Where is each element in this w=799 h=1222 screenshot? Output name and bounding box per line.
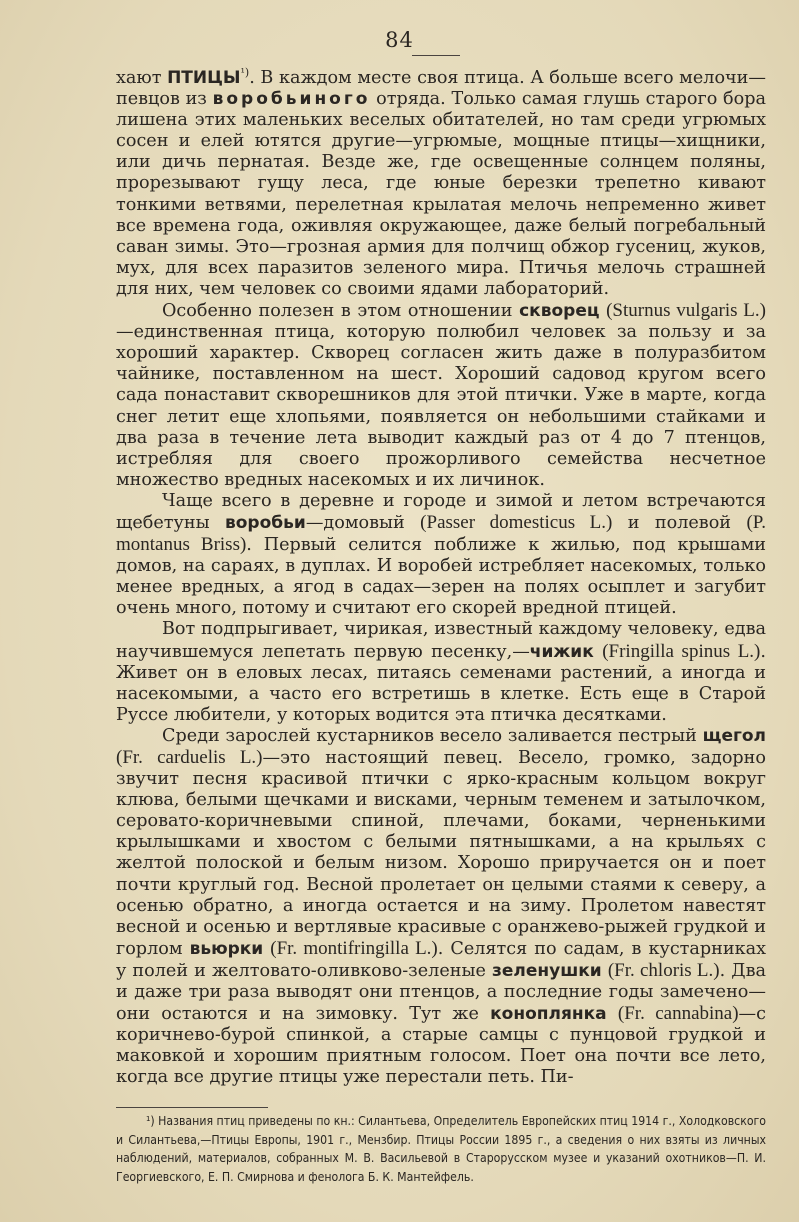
bird-name: скворец bbox=[519, 301, 600, 322]
text-run: —домовый bbox=[305, 512, 421, 533]
text-run: . Первый селится поближе к жилью, под крышами домов, на сараях, в дуплах. И воробей истребляет насекомых, только менее вредных, а ягод в садах—зерен на полях осыплет и загубит очень много, потому и считают его скорей вредной птицей. bbox=[116, 535, 767, 619]
latin-name: (Fr. chloris L.) bbox=[607, 959, 720, 981]
bird-name: зеленушки bbox=[491, 960, 602, 981]
latin-name: (Fr. cannabina) bbox=[617, 1003, 739, 1025]
text-run: отряда. Только самая глушь старого бора лишена этих маленьких веселых обитателей, но там среди угрюмых сосен и елей ютятся другие—угрюмые, мощные птицы—хищники, или дичь пернатая. Везде же, где освещенные солнцем поляны, прорезывают гущу леса, где юные березки трепетно кивают тонкими ветвями, перелетная крылатая мелочь непременно живет все времена года, оживляя окружающее, даже белый погребальный саван зимы. Это—грозная армия для полчищ обжор гусениц, жуков, мух, для всех паразитов зеленого мира. Птичья мелочь страшней для них, чем человек со своими ядами лабораторий. bbox=[116, 89, 766, 299]
text-run: . Живет он в еловых лесах, питаясь семенами растений, а иногда и насекомыми, а часто его встретишь в клетке. Есть еще в Старой Руссе любители, у которых водится эта птичка десятками. bbox=[116, 641, 766, 725]
latin-name: (Fr. montifringilla L.) bbox=[270, 937, 438, 959]
bird-name: щегол bbox=[702, 725, 766, 746]
paragraph bbox=[116, 68, 766, 300]
text-run: Вот подпрыгивает, чирикая, известный каждому человеку, едва научившемуся лепетать первую песенку,— bbox=[116, 619, 766, 662]
text-run: Чаще всего в деревне и городе и зимой и летом встречаются щебетуны bbox=[116, 490, 766, 533]
text-run: . Селятся по садам, в кустарниках у полей и желтовато-оливково-зеленые bbox=[116, 938, 767, 981]
bird-name: чижик bbox=[529, 641, 594, 662]
text-run: —с коричнево-бурой спинкой, а старые самцы с пунцовой грудкой и маковкой и хорошим приятным голосом. Поет она почти все лето, когда все другие птицы уже перестали петь. Пи- bbox=[116, 1004, 766, 1088]
footnote bbox=[116, 1112, 766, 1186]
text-run: и полевой bbox=[612, 512, 747, 533]
paragraph bbox=[116, 300, 766, 491]
text-run: . В каждом месте своя птица. А больше всего мелочи—певцов из bbox=[116, 68, 766, 110]
latin-name: (P. montanus Briss) bbox=[116, 511, 766, 556]
text-run bbox=[594, 642, 602, 662]
footnote-text: ¹) Названия птиц приведены по кн.: Силантьева, Определитель Европейских птиц 1914 г., Холодковского и Силантьева,—Птицы Европы, 1901 г., Мензбир. Птицы России 1895 г., а сведения о них взяты из личных наблюдений, материалов, собранных М. В. Васильевой в Старорусском музее и указаний охотников—П. И. Георгиевского, Е. П. Смирнова и фенолога Б. К. Мантейфель. bbox=[116, 1114, 766, 1184]
latin-name: (Fr. carduelis L.) bbox=[116, 747, 263, 768]
latin-name: (Fringilla spinus L.) bbox=[602, 640, 761, 662]
text-run: Особенно полезен в этом отношении bbox=[162, 301, 520, 322]
bird-name: вьюрки bbox=[189, 938, 264, 959]
text-run: . Два и даже три раза выводят они птенцов, а последние годы замечено—они остаются и на зимовку. Тут же bbox=[116, 960, 767, 1025]
paragraph bbox=[116, 491, 766, 620]
text-run: —единственная птица, которую полюбил человек за пользу и за хороший характер. Скворец согласен жить даже в полуразбитом чайнике, поставленном на шест. Хороший садовод кругом всего сада понаставит скворешников для этой птички. Уже в марте, когда снег летит еще хлопьями, появляется он небольшими стайками и два раза в течение лета выводит каждый раз от 4 до 7 птенцов, истребляя для своего прожорливого семейства несчетное множество вредных насекомых и их личинок. bbox=[116, 322, 766, 490]
bird-name: воробьи bbox=[225, 512, 306, 533]
footnote-rule bbox=[116, 1107, 268, 1108]
latin-name: (Passer domesticus L.) bbox=[420, 511, 613, 533]
bird-name: воробьиного bbox=[212, 89, 371, 110]
body-text bbox=[116, 68, 766, 1089]
paragraph bbox=[116, 726, 766, 1089]
text-run bbox=[607, 1004, 618, 1024]
bird-name: коноплянка bbox=[490, 1004, 607, 1025]
text-run: —это настоящий певец. Весело, громко, задорно звучит песня красивой птички с ярко-красным кольцом вокруг клюва, белыми щечками и висками, черным теменем и затылочком, серовато-коричневыми спиной, плечами, боками, черненькими крылышками и хвостом с белыми пятнышками, а на крыльях с желтой полоской и белым низом. Хорошо приручается он и поет почти круглый год. Весной пролетает он целыми стаями к северу, а осенью обратно, а иногда остается и на зиму. Пролетом навестят весной и осенью и вертлявые красивые с оранжево-рыжей грудкой и горлом bbox=[116, 748, 766, 959]
text-run: хают bbox=[116, 68, 168, 88]
bird-name: ПТИЦЫ bbox=[167, 68, 241, 88]
page-number-rule bbox=[412, 55, 460, 56]
page-number: 84 bbox=[385, 28, 414, 52]
paragraph bbox=[116, 619, 766, 725]
latin-name: (Sturnus vulgaris L.) bbox=[606, 300, 766, 322]
text-run: Среди зарослей кустарников весело заливается пестрый bbox=[162, 725, 703, 746]
footnote-marker: ¹) bbox=[240, 66, 250, 80]
